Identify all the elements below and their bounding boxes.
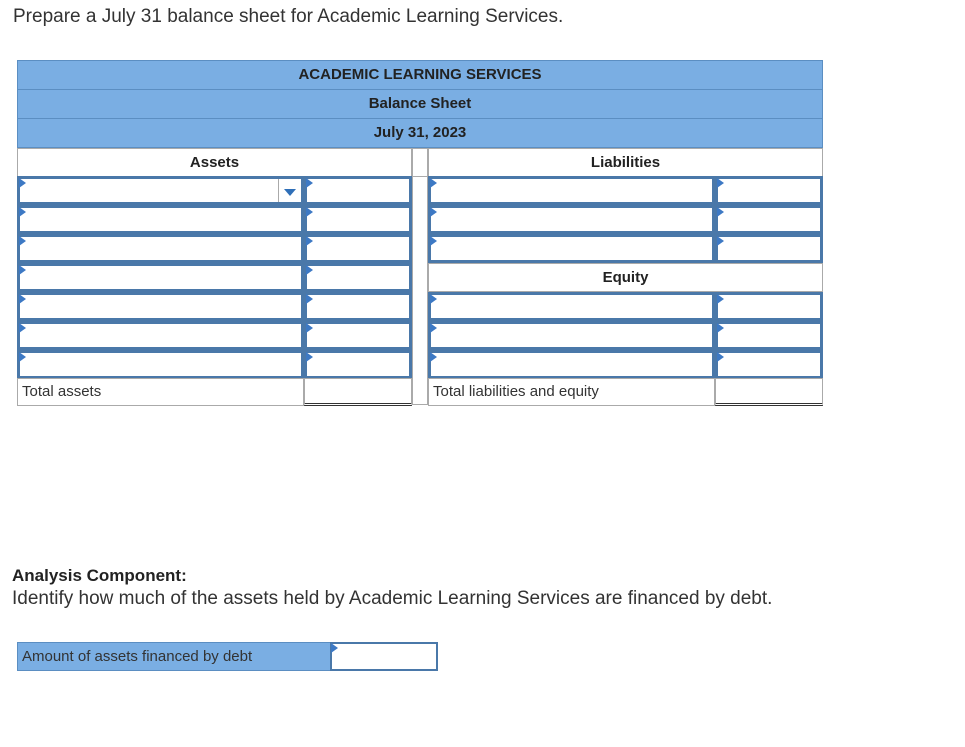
input-marker-icon — [717, 352, 724, 362]
input-marker-icon — [306, 207, 313, 217]
input-marker-icon — [19, 236, 26, 246]
total-assets-label: Total assets — [17, 378, 304, 406]
input-marker-icon — [306, 178, 313, 188]
input-marker-icon — [19, 207, 26, 217]
asset-amount-input-6[interactable] — [304, 321, 412, 350]
asset-amount-input-4[interactable] — [304, 263, 412, 292]
asset-account-input-4[interactable] — [17, 263, 304, 292]
total-assets-value — [304, 378, 412, 406]
debt-amount-input[interactable] — [330, 642, 438, 671]
liabilities-heading: Liabilities — [428, 148, 823, 177]
input-marker-icon — [19, 178, 26, 188]
asset-amount-input-1[interactable] — [304, 176, 412, 205]
column-divider — [412, 148, 428, 177]
equity-account-input-2[interactable] — [428, 321, 715, 350]
company-name: ACADEMIC LEARNING SERVICES — [17, 60, 823, 90]
analysis-question: Identify how much of the assets held by Academic Learning Services are financed by debt. — [12, 588, 773, 609]
asset-amount-input-5[interactable] — [304, 292, 412, 321]
dropdown-button[interactable] — [278, 179, 301, 202]
asset-account-input-5[interactable] — [17, 292, 304, 321]
asset-account-select-1[interactable] — [17, 176, 304, 205]
statement-date: July 31, 2023 — [17, 118, 823, 148]
input-marker-icon — [717, 323, 724, 333]
input-marker-icon — [717, 178, 724, 188]
analysis-title: Analysis Component: — [12, 566, 187, 585]
liability-amount-input-1[interactable] — [715, 176, 823, 205]
asset-account-input-2[interactable] — [17, 205, 304, 234]
total-liabilities-equity-value — [715, 378, 823, 406]
input-marker-icon — [430, 294, 437, 304]
input-marker-icon — [19, 294, 26, 304]
liability-account-input-1[interactable] — [428, 176, 715, 205]
input-marker-icon — [717, 236, 724, 246]
input-marker-icon — [19, 323, 26, 333]
statement-title: Balance Sheet — [17, 89, 823, 119]
total-liabilities-equity-label: Total liabilities and equity — [428, 378, 715, 406]
input-marker-icon — [306, 236, 313, 246]
liability-account-input-3[interactable] — [428, 234, 715, 263]
input-marker-icon — [19, 352, 26, 362]
input-marker-icon — [306, 294, 313, 304]
column-divider — [412, 176, 428, 405]
liability-amount-input-3[interactable] — [715, 234, 823, 263]
equity-amount-input-3[interactable] — [715, 350, 823, 379]
input-marker-icon — [306, 265, 313, 275]
input-marker-icon — [306, 352, 313, 362]
asset-account-input-3[interactable] — [17, 234, 304, 263]
balance-sheet — [17, 60, 823, 406]
chevron-down-icon — [284, 189, 296, 196]
input-marker-icon — [430, 352, 437, 362]
input-marker-icon — [430, 323, 437, 333]
liability-amount-input-2[interactable] — [715, 205, 823, 234]
input-marker-icon — [717, 207, 724, 217]
liability-account-input-2[interactable] — [428, 205, 715, 234]
equity-heading: Equity — [428, 263, 823, 292]
instruction-text: Prepare a July 31 balance sheet for Academic Learning Services. — [13, 6, 564, 27]
input-marker-icon — [19, 265, 26, 275]
input-marker-icon — [430, 236, 437, 246]
assets-heading: Assets — [17, 148, 412, 177]
input-marker-icon — [331, 643, 338, 653]
input-marker-icon — [306, 323, 313, 333]
equity-account-input-3[interactable] — [428, 350, 715, 379]
input-marker-icon — [430, 207, 437, 217]
asset-account-input-6[interactable] — [17, 321, 304, 350]
input-marker-icon — [717, 294, 724, 304]
asset-amount-input-2[interactable] — [304, 205, 412, 234]
input-marker-icon — [430, 178, 437, 188]
debt-amount-label: Amount of assets financed by debt — [17, 642, 331, 671]
equity-account-input-1[interactable] — [428, 292, 715, 321]
equity-amount-input-2[interactable] — [715, 321, 823, 350]
equity-amount-input-1[interactable] — [715, 292, 823, 321]
asset-account-input-7[interactable] — [17, 350, 304, 379]
asset-amount-input-7[interactable] — [304, 350, 412, 379]
asset-amount-input-3[interactable] — [304, 234, 412, 263]
